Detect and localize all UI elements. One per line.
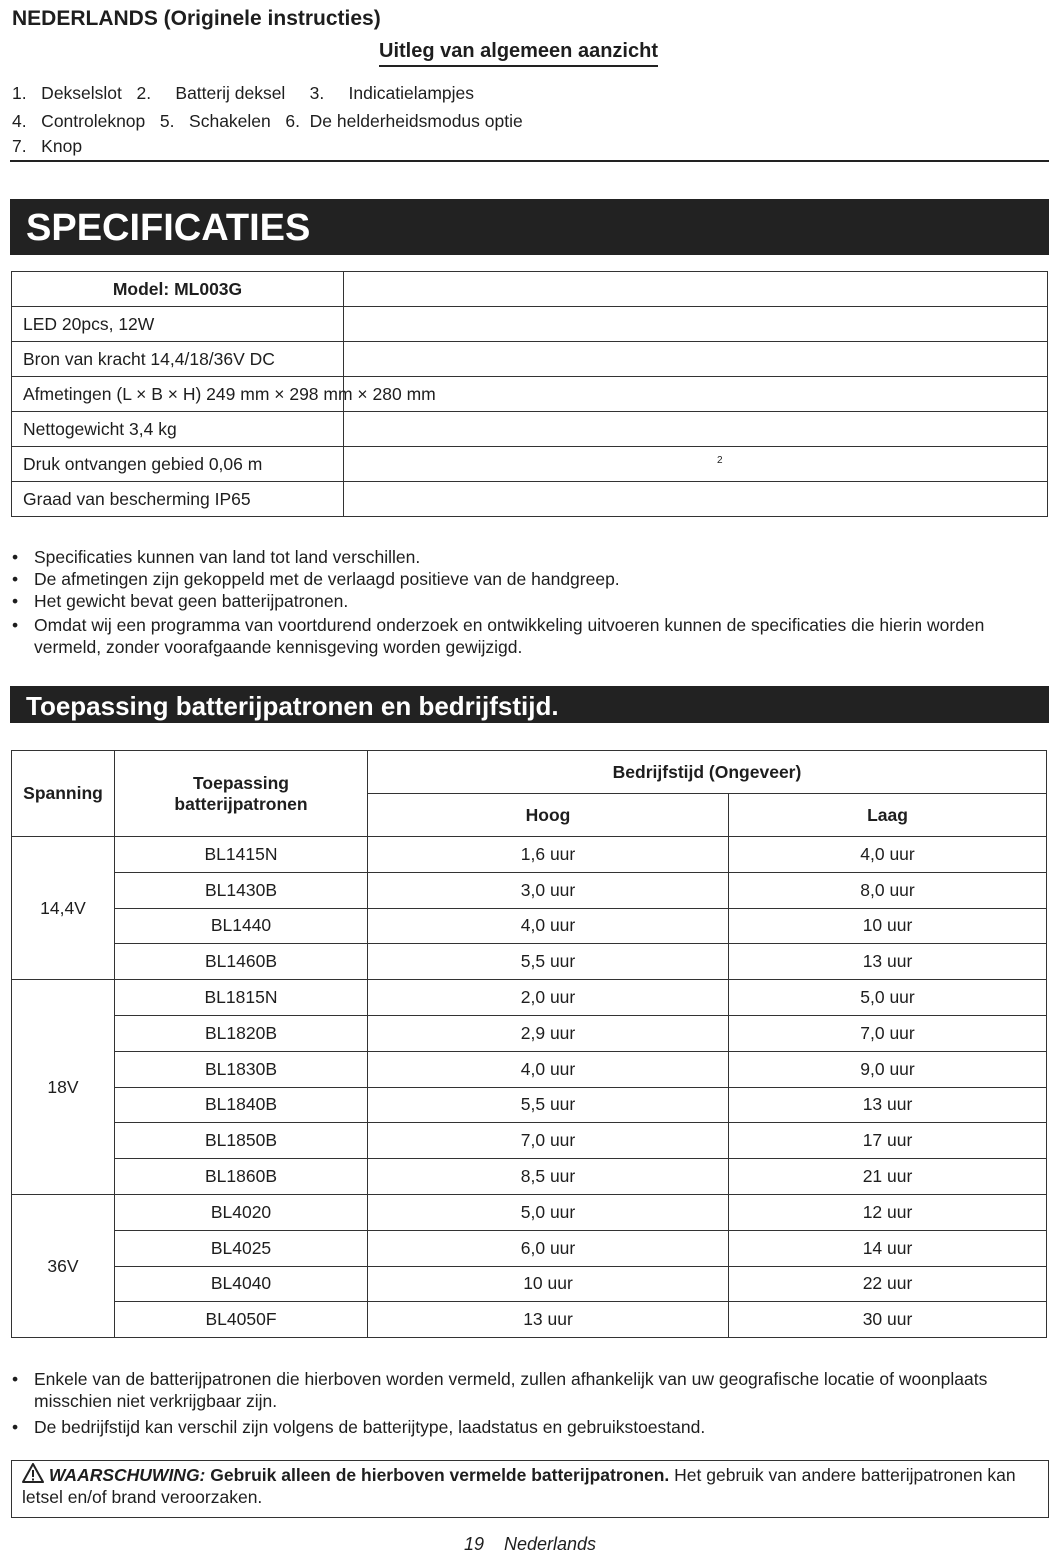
high-cell: 5,5 uur bbox=[368, 1087, 729, 1123]
spec-notes bbox=[12, 546, 1012, 658]
list-item: • Het gewicht bevat geen batterijpatronen. bbox=[12, 591, 349, 611]
table-row bbox=[12, 412, 1048, 447]
table-row bbox=[12, 482, 1048, 517]
low-cell: 13 uur bbox=[729, 1087, 1047, 1123]
blank-cell bbox=[344, 447, 1048, 482]
model-cell: BL1460B bbox=[115, 944, 368, 980]
high-cell: 2,0 uur bbox=[368, 980, 729, 1016]
spec-cell: Druk ontvangen gebied 0,06 m bbox=[12, 447, 344, 482]
table-row bbox=[12, 342, 1048, 377]
spec-cell: Bron van kracht 14,4/18/36V DC bbox=[12, 342, 344, 377]
parts-line-3: 7. Knop bbox=[12, 136, 83, 156]
blank-cell bbox=[344, 307, 1048, 342]
specs-table bbox=[11, 271, 1048, 517]
divider bbox=[10, 160, 1049, 162]
low-cell: 30 uur bbox=[729, 1302, 1047, 1338]
table-row bbox=[12, 1159, 1047, 1195]
spec-cell: Graad van bescherming IP65 bbox=[12, 482, 344, 517]
low-cell: 13 uur bbox=[729, 944, 1047, 980]
low-cell: 5,0 uur bbox=[729, 980, 1047, 1016]
table-row bbox=[12, 944, 1047, 980]
low-cell: 9,0 uur bbox=[729, 1051, 1047, 1087]
table-row bbox=[12, 837, 1047, 873]
table-row bbox=[12, 980, 1047, 1016]
spec-cell: LED 20pcs, 12W bbox=[12, 307, 344, 342]
model-cell: BL1815N bbox=[115, 980, 368, 1016]
list-item: • De bedrijfstijd kan verschil zijn volgens de batterijtype, laadstatus en gebruikstoestand. bbox=[12, 1417, 706, 1437]
blank-cell bbox=[344, 482, 1048, 517]
table-row bbox=[12, 272, 1048, 307]
blank-cell bbox=[344, 412, 1048, 447]
model-cell: BL1440 bbox=[115, 908, 368, 944]
table-row bbox=[12, 1015, 1047, 1051]
low-cell: 4,0 uur bbox=[729, 837, 1047, 873]
battery-heading: Toepassing batterijpatronen en bedrijfstijd. bbox=[10, 686, 1049, 723]
table-row bbox=[12, 1194, 1047, 1230]
list-item: • De afmetingen zijn gekoppeld met de verlaagd positieve van de handgreep. bbox=[12, 569, 620, 589]
high-cell: 6,0 uur bbox=[368, 1230, 729, 1266]
table-row bbox=[12, 1266, 1047, 1302]
list-item: • Enkele van de batterijpatronen die hierboven worden vermeld, zullen afhankelijk van uw geografische locatie of woonplaats misschien niet verkrijgbaar zijn. bbox=[12, 1369, 988, 1411]
model-cell: BL1830B bbox=[115, 1051, 368, 1087]
model-cell: BL1850B bbox=[115, 1123, 368, 1159]
model-cell: BL1860B bbox=[115, 1159, 368, 1195]
model-cell: BL4040 bbox=[115, 1266, 368, 1302]
high-cell: 3,0 uur bbox=[368, 872, 729, 908]
warning-title: WAARSCHUWING: bbox=[48, 1465, 206, 1485]
low-cell: 17 uur bbox=[729, 1123, 1047, 1159]
low-cell: 14 uur bbox=[729, 1230, 1047, 1266]
parts-line-1: 1. Dekselslot 2. Batterij deksel 3. Indicatielampjes bbox=[12, 83, 475, 103]
low-cell: 10 uur bbox=[729, 908, 1047, 944]
blank-cell bbox=[344, 377, 1048, 412]
col-runtime: Bedrijfstijd (Ongeveer) bbox=[368, 751, 1047, 794]
voltage-cell: 14,4V bbox=[12, 837, 115, 980]
low-cell: 8,0 uur bbox=[729, 872, 1047, 908]
voltage-cell: 18V bbox=[12, 980, 115, 1195]
section-subtitle: Uitleg van algemeen aanzicht bbox=[379, 40, 658, 67]
high-cell: 1,6 uur bbox=[368, 837, 729, 873]
spec-text: Afmetingen (L × B × H) 249 mm × 298 mm × 280 mm bbox=[23, 384, 436, 404]
model-cell: BL1415N bbox=[115, 837, 368, 873]
model-cell: BL1430B bbox=[115, 872, 368, 908]
warning-strong: Gebruik alleen de hierboven vermelde batterijpatronen. bbox=[210, 1465, 670, 1485]
table-row bbox=[12, 1123, 1047, 1159]
battery-notes bbox=[12, 1368, 1012, 1438]
col-cartridge: Toepassing batterijpatronen bbox=[115, 751, 368, 837]
low-cell: 22 uur bbox=[729, 1266, 1047, 1302]
battery-table bbox=[11, 750, 1047, 1338]
table-row bbox=[12, 377, 1048, 412]
low-cell: 7,0 uur bbox=[729, 1015, 1047, 1051]
table-row bbox=[12, 1087, 1047, 1123]
table-row bbox=[12, 1230, 1047, 1266]
table-row bbox=[12, 1051, 1047, 1087]
col-low: Laag bbox=[729, 794, 1047, 837]
footer-language: Nederlands bbox=[503, 1534, 597, 1554]
warning-box bbox=[11, 1460, 1049, 1518]
page-footer bbox=[0, 1534, 1060, 1555]
high-cell: 4,0 uur bbox=[368, 908, 729, 944]
table-row bbox=[12, 1302, 1047, 1338]
spec-cell: Nettogewicht 3,4 kg bbox=[12, 412, 344, 447]
high-cell: 8,5 uur bbox=[368, 1159, 729, 1195]
high-cell: 7,0 uur bbox=[368, 1123, 729, 1159]
model-cell: BL4025 bbox=[115, 1230, 368, 1266]
high-cell: 13 uur bbox=[368, 1302, 729, 1338]
model-cell: Model: ML003G bbox=[12, 272, 344, 307]
parts-line-2: 4. Controleknop 5. Schakelen 6. De helderheidsmodus optie bbox=[12, 111, 523, 131]
blank-cell bbox=[344, 342, 1048, 377]
page-title: NEDERLANDS (Originele instructies) bbox=[12, 7, 381, 30]
high-cell: 5,0 uur bbox=[368, 1194, 729, 1230]
high-cell: 2,9 uur bbox=[368, 1015, 729, 1051]
warning-text: Het gebruik van andere batterijpatronen kan letsel en/of brand veroorzaken. bbox=[22, 1465, 1016, 1507]
low-cell: 12 uur bbox=[729, 1194, 1047, 1230]
model-cell: BL1820B bbox=[115, 1015, 368, 1051]
page-number: 19 bbox=[463, 1534, 484, 1554]
high-cell: 5,5 uur bbox=[368, 944, 729, 980]
col-voltage: Spanning bbox=[12, 751, 115, 837]
list-item: • Omdat wij een programma van voortdurend onderzoek en ontwikkeling uitvoeren kunnen de specificaties die hierin worden vermeld, zonder voorafgaande kennisgeving worden gewijzigd. bbox=[12, 615, 985, 657]
voltage-cell: 36V bbox=[12, 1194, 115, 1337]
warning-icon bbox=[22, 1465, 49, 1485]
list-item: • Specificaties kunnen van land tot land verschillen. bbox=[12, 547, 421, 567]
specs-heading: SPECIFICATIES bbox=[10, 199, 1049, 255]
spec-cell bbox=[12, 377, 436, 412]
table-row bbox=[12, 307, 1048, 342]
model-cell: BL1840B bbox=[115, 1087, 368, 1123]
table-row bbox=[12, 447, 1048, 482]
low-cell: 21 uur bbox=[729, 1159, 1047, 1195]
high-cell: 10 uur bbox=[368, 1266, 729, 1302]
high-cell: 4,0 uur bbox=[368, 1051, 729, 1087]
superscript: 2 bbox=[717, 455, 723, 466]
model-cell: BL4020 bbox=[115, 1194, 368, 1230]
model-cell: BL4050F bbox=[115, 1302, 368, 1338]
col-high: Hoog bbox=[368, 794, 729, 837]
blank-cell bbox=[344, 272, 1048, 307]
table-row bbox=[12, 872, 1047, 908]
table-row bbox=[12, 908, 1047, 944]
